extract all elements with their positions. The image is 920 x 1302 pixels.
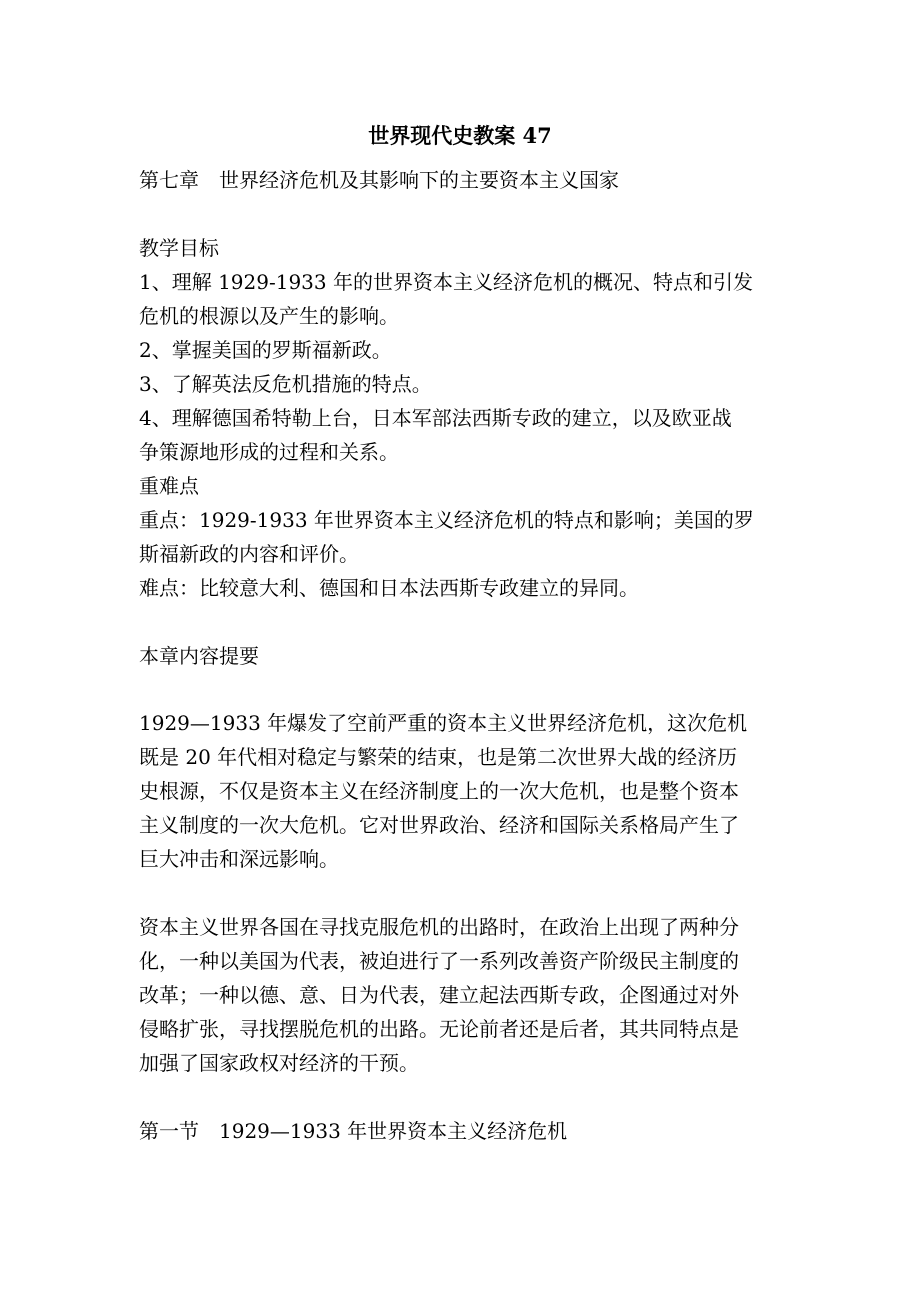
objective-line: 2、掌握美国的罗斯福新政。: [139, 338, 392, 362]
section-label-summary: 本章内容提要: [139, 644, 259, 668]
summary-paragraph-line: 化，一种以美国为代表，被迫进行了一系列改善资产阶级民主制度的: [139, 949, 739, 973]
objective-line: 1、理解 1929-1933 年的世界资本主义经济危机的概况、特点和引发: [139, 270, 753, 294]
document-title: 世界现代史教案 47: [368, 123, 552, 148]
objective-line: 争策源地形成的过程和关系。: [139, 440, 399, 464]
summary-paragraph-line: 巨大冲击和深远影响。: [139, 847, 339, 871]
difficult-point-line: 难点：比较意大利、德国和日本法西斯专政建立的异同。: [139, 576, 639, 600]
summary-paragraph-line: 资本主义世界各国在寻找克服危机的出路时，在政治上出现了两种分: [139, 915, 739, 939]
summary-paragraph-line: 既是 20 年代相对稳定与繁荣的结束，也是第二次世界大战的经济历: [139, 745, 738, 769]
key-point-line: 重点：1929-1933 年世界资本主义经济危机的特点和影响；美国的罗: [139, 508, 754, 532]
section-label-key-points: 重难点: [139, 474, 199, 498]
objective-line: 危机的根源以及产生的影响。: [139, 304, 399, 328]
summary-paragraph-line: 1929—1933 年爆发了空前严重的资本主义世界经济危机，这次危机: [139, 711, 748, 735]
section-heading: 第一节 1929—1933 年世界资本主义经济危机: [139, 1119, 568, 1143]
objective-line: 3、了解英法反危机措施的特点。: [139, 372, 432, 396]
objective-line: 4、理解德国希特勒上台，日本军部法西斯专政的建立，以及欧亚战: [139, 406, 732, 430]
summary-paragraph-line: 主义制度的一次大危机。它对世界政治、经济和国际关系格局产生了: [139, 813, 739, 837]
section-label-objectives: 教学目标: [139, 236, 219, 260]
summary-paragraph-line: 加强了国家政权对经济的干预。: [139, 1051, 419, 1075]
key-point-line: 斯福新政的内容和评价。: [139, 542, 359, 566]
summary-paragraph-line: 侵略扩张，寻找摆脱危机的出路。无论前者还是后者，其共同特点是: [139, 1017, 739, 1041]
chapter-heading: 第七章 世界经济危机及其影响下的主要资本主义国家: [139, 168, 619, 192]
summary-paragraph-line: 改革；一种以德、意、日为代表，建立起法西斯专政，企图通过对外: [139, 983, 739, 1007]
summary-paragraph-line: 史根源，不仅是资本主义在经济制度上的一次大危机，也是整个资本: [139, 779, 739, 803]
